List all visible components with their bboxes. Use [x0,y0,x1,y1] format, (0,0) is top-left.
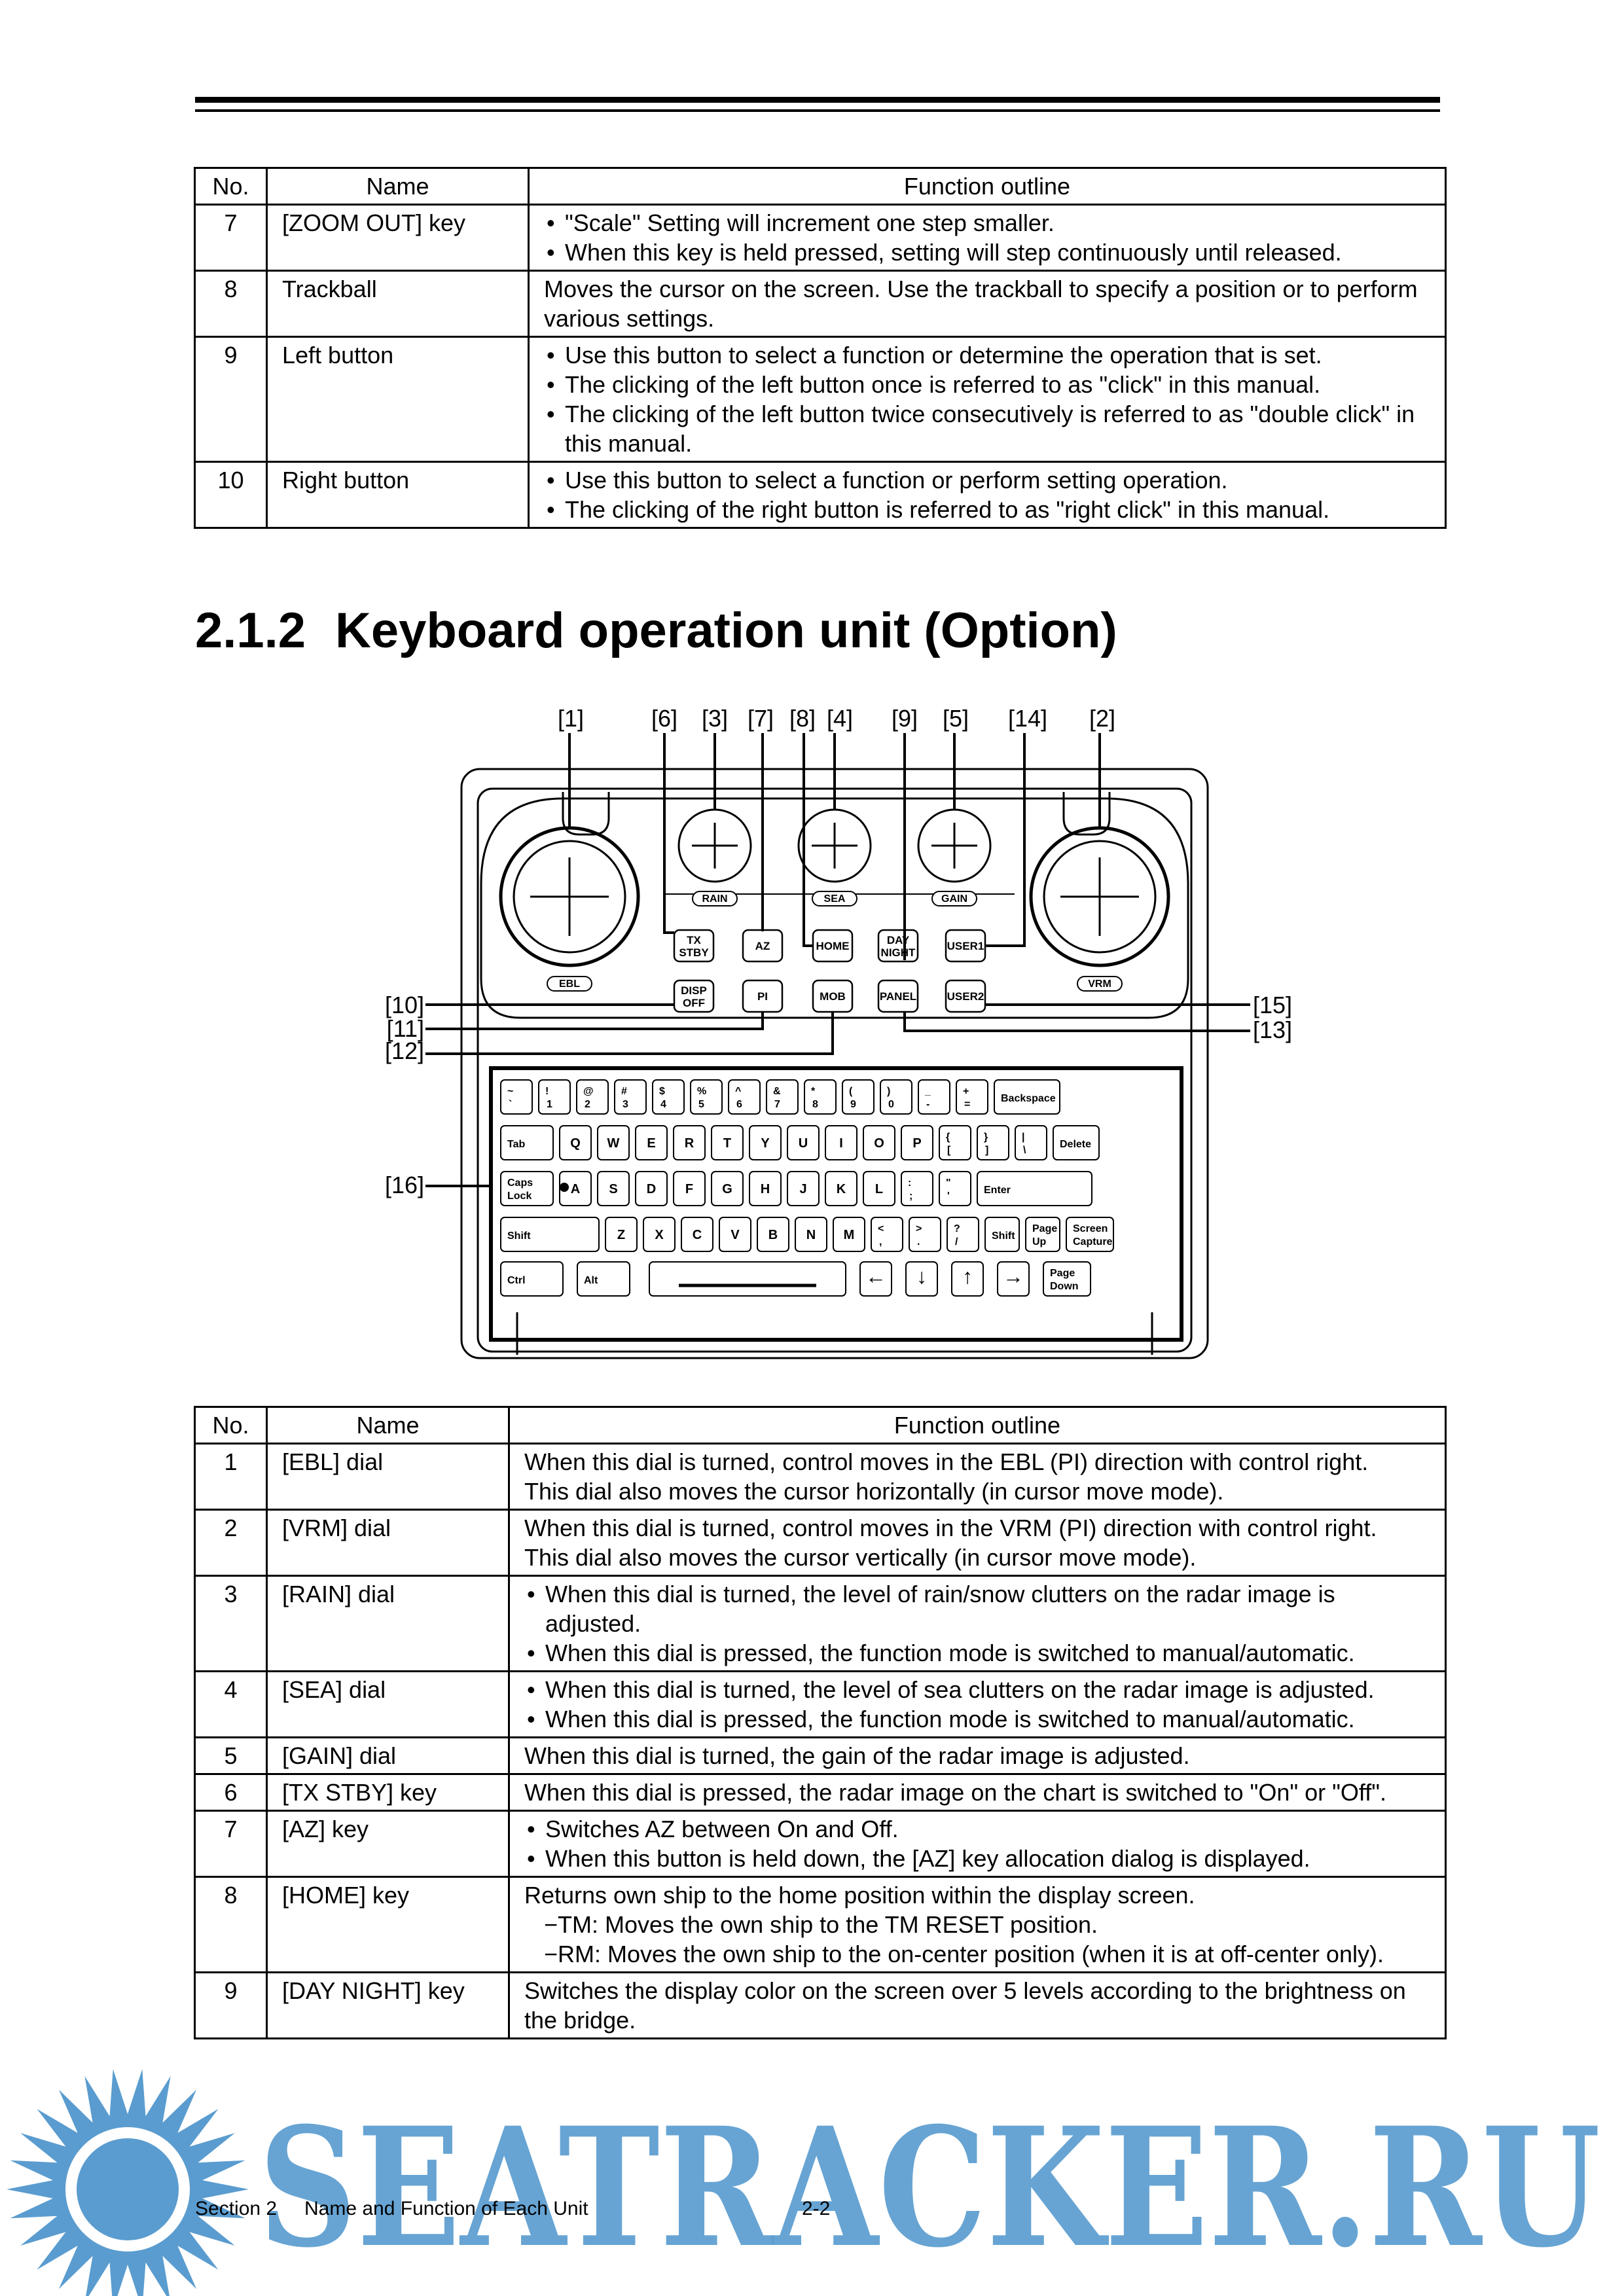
keyboard-key-label: - [926,1099,930,1110]
keyboard-key-label: ) [887,1086,891,1097]
keyboard-key [956,1080,988,1114]
keyboard-key [577,1080,608,1114]
keyboard-key-label: 1 [547,1099,552,1110]
table-row [195,337,1446,462]
table-row [195,1672,1446,1738]
keyboard-key [691,1080,722,1114]
keyboard-key [842,1080,874,1114]
callout-label: [14] [1007,705,1048,732]
dial-label: EBL [559,978,580,990]
sub-line: −RM: Moves the own ship to the on-center position (when it is at off-center only). [544,1941,1384,1967]
table-row [195,1877,1446,1973]
keyboard-key-label: Ctrl [507,1275,526,1286]
row-function [529,462,1446,528]
keyboard-key-label: 8 [812,1099,818,1110]
callout-leader-line [985,733,1024,946]
footer-section: Section 2 [195,2198,278,2219]
callout-label: [3] [701,705,729,732]
row-name: Right button [267,462,529,528]
row-no: 3 [195,1576,267,1672]
callout-label: [5] [942,705,969,732]
sub-line: −TM: Moves the own ship to the TM RESET position. [544,1911,1098,1938]
callout-label: [11] [386,1015,424,1042]
keyboard-key-label: Backspace [1001,1093,1056,1104]
callout-label: [13] [1253,1016,1293,1043]
table-row [195,1973,1446,2039]
callout-leader-line [664,733,674,933]
keyboard-key-label: # [621,1086,627,1097]
row-function [529,205,1446,271]
keyboard-key-label: 9 [850,1099,856,1110]
function-key-label: AZ [755,940,770,952]
keyboard-key-label: B [768,1228,778,1242]
function-key-label: USER2 [947,990,984,1003]
text-line: When this dial is turned, control moves in the VRM (PI) direction with control right. [524,1515,1377,1541]
keyboard-key [871,1217,903,1251]
keyboard-key-label: Alt [584,1275,598,1286]
keyboard-key-label: * [811,1086,816,1097]
function-table-1 [194,167,1447,529]
keyboard-key-label: \ [1023,1145,1026,1156]
keyboard-key-label: Z [617,1228,626,1242]
dial-label: GAIN [941,893,967,905]
keyboard-key-label: , [879,1236,882,1247]
row-function: Switches the display color on the screen over 5 levels according to the brightness on the bridge. [509,1973,1446,2039]
keyboard-key-label: Caps [507,1177,533,1189]
keyboard-key-label: R [684,1136,695,1151]
keyboard-key-label: ' [947,1191,950,1202]
row-function [509,1576,1446,1672]
row-name: [SEA] dial [267,1672,509,1738]
keyboard-key-label: > [916,1223,922,1234]
function-key-label: MOB [820,990,846,1003]
function-key-label: PANEL [879,990,917,1003]
callout-label: [6] [651,705,678,732]
bullet-item: • Use this button to select a function or determine the operation that is set. [544,340,1432,370]
keyboard-key-label: ^ [735,1086,742,1097]
keyboard-key-label: 0 [888,1099,894,1110]
keyboard-key-label: Tab [507,1139,526,1150]
sun-logo-icon [7,2069,249,2296]
row-no: 1 [195,1444,267,1510]
keyboard-key [901,1172,933,1206]
row-name: [HOME] key [267,1877,509,1973]
keyboard-key [947,1217,979,1251]
keyboard-key-label: Y [761,1136,770,1151]
keyboard-key-label: ` [509,1099,513,1110]
row-name: [GAIN] dial [267,1738,509,1774]
keyboard-key-label: Lock [507,1191,532,1202]
function-key-label: DISP [681,984,707,997]
keyboard-key-label: Page [1032,1223,1058,1234]
bullet-item: • Switches AZ between On and Off. [524,1814,1432,1844]
keyboard-key-label: ! [545,1086,549,1097]
sun-disc-icon [77,2138,179,2240]
table-row [195,1444,1446,1510]
keyboard-key-label: ? [954,1223,960,1234]
row-function [509,1444,1446,1510]
keyboard-key-label: G [722,1182,732,1196]
table-row [195,1811,1446,1877]
keyboard-key [909,1217,941,1251]
col-header-name: Name [267,168,529,205]
row-name: Left button [267,337,529,462]
function-key-label: STBY [679,946,709,959]
keyboard-key-label: ( [849,1086,853,1097]
callout-label: [8] [789,705,816,732]
keyboard-key [939,1126,971,1160]
row-no: 5 [195,1738,267,1774]
keyboard-key-label: N [806,1228,816,1242]
col-header-function: Function outline [509,1407,1446,1444]
keyboard-key [615,1080,646,1114]
keyboard-key-label: & [773,1086,781,1097]
text-line: Returns own ship to the home position within the display screen. [524,1882,1195,1909]
bullet-item: • The clicking of the right button is referred to as "right click" in this manual. [544,495,1432,524]
row-no: 8 [195,271,267,337]
keyboard-key [1015,1126,1047,1160]
callout-label: [1] [557,705,585,732]
row-no: 9 [195,337,267,462]
col-header-function: Function outline [529,168,1446,205]
keyboard-key [653,1080,684,1114]
keyboard-key-label: 4 [660,1099,666,1110]
keyboard-key [729,1080,760,1114]
keyboard-key-label: 3 [623,1099,628,1110]
keyboard-key-label: A [570,1182,581,1196]
keyboard-key-label: L [875,1182,884,1196]
keyboard-key-label: P [912,1136,922,1151]
footer-title: Name and Function of Each Unit [304,2198,588,2219]
keyboard-figure [367,700,1309,1381]
keyboard-key-label: ] [985,1145,989,1156]
function-key-label: PI [757,990,768,1003]
keyboard-key-label: Page [1050,1268,1075,1279]
function-key-label: TX [687,934,701,946]
callout-label: [9] [891,705,918,732]
watermark-text: SEATRACKER.RU [259,2091,1600,2284]
header-rule-thin [195,109,1440,112]
callout-label: [4] [826,705,854,732]
keyboard-key-label: Shift [507,1230,531,1242]
keyboard-key-label: < [878,1223,884,1234]
keyboard-key [918,1080,950,1114]
table-row [195,1576,1446,1672]
row-no: 10 [195,462,267,528]
caps-lock-indicator [560,1183,569,1192]
keyboard-key [501,1080,532,1114]
keyboard-key-label: ↓ [916,1265,927,1288]
keyboard-key-label: Up [1032,1236,1047,1247]
row-name: [ZOOM OUT] key [267,205,529,271]
bullet-item: • "Scale" Setting will increment one step smaller. [544,208,1432,238]
dial-label: SEA [823,893,846,905]
keyboard-key-label: D [646,1182,657,1196]
table-row [195,462,1446,528]
dial-label: VRM [1088,978,1111,990]
keyboard-key-label: / [955,1236,958,1247]
col-header-name: Name [267,1407,509,1444]
keyboard-key-label: Q [570,1136,581,1151]
callout-leader-line [425,1012,763,1029]
callout-leader-line [804,733,813,946]
keyboard-key-label: Delete [1060,1139,1092,1150]
footer-page-number: 2-2 [802,2198,831,2219]
keyboard-key-label: ; [909,1191,913,1202]
keyboard-key [539,1080,570,1114]
keyboard-key-label: ← [865,1265,886,1288]
keyboard-key-label: V [731,1228,740,1242]
header-rule-thick [195,97,1440,103]
row-function [509,1811,1446,1877]
keyboard-key-label: X [655,1228,664,1242]
row-function [509,1877,1446,1973]
row-no: 2 [195,1510,267,1576]
text-line: When this dial is turned, control moves in the EBL (PI) direction with control right. [524,1448,1369,1475]
row-function: Moves the cursor on the screen. Use the trackball to specify a position or to perform various settings. [529,271,1446,337]
bullet-item: • The clicking of the left button once is referred to as "click" in this manual. [544,370,1432,399]
keyboard-key-label: ~ [507,1086,514,1097]
keyboard-key-label: Enter [984,1185,1011,1196]
bullet-item: • When this key is held pressed, setting will step continuously until released. [544,238,1432,267]
table-row [195,1738,1446,1774]
keyboard-key-label: { [946,1132,950,1143]
function-table-2 [194,1406,1447,2039]
keyboard-key-label: W [607,1136,620,1151]
keyboard-key-label: Down [1050,1281,1079,1292]
table-row [195,1510,1446,1576]
function-key-label: OFF [683,997,705,1009]
keyboard-key-label: | [1022,1132,1025,1143]
row-name: [DAY NIGHT] key [267,1973,509,2039]
keyboard-key [649,1262,846,1296]
keyboard-key-label: 6 [736,1099,742,1110]
text-line: This dial also moves the cursor horizontally (in cursor move mode). [524,1478,1224,1505]
row-no: 6 [195,1774,267,1811]
text-line: This dial also moves the cursor vertically (in cursor move mode). [524,1544,1197,1571]
function-key-label: NIGHT [880,946,916,959]
keyboard-key-label: = [964,1099,971,1110]
row-no: 7 [195,1811,267,1877]
section-title: Keyboard operation unit (Option) [335,603,1117,658]
row-function: When this dial is turned, the gain of the radar image is adjusted. [509,1738,1446,1774]
callout-label: [15] [1253,992,1293,1018]
keyboard-key [804,1080,836,1114]
row-no: 9 [195,1973,267,2039]
keyboard-key-label: ↑ [962,1265,973,1288]
row-name: Trackball [267,271,529,337]
keyboard-key-label: H [760,1182,770,1196]
section-heading [195,602,1117,659]
col-header-no: No. [195,1407,267,1444]
keyboard-key [767,1080,798,1114]
bullet-item: • The clicking of the left button twice consecutively is referred to as "double click" in this manual. [544,399,1432,458]
keyboard-key-label: T [723,1136,732,1151]
callout-label: [10] [384,992,424,1018]
function-key-label: USER1 [947,940,984,952]
bullet-item: • When this dial is turned, the level of rain/snow clutters on the radar image is adjusted. [524,1579,1432,1638]
bullet-item: • When this dial is pressed, the function mode is switched to manual/automatic. [524,1704,1432,1734]
col-header-no: No. [195,168,267,205]
keyboard-key-label: [ [947,1145,951,1156]
keyboard-key-label: % [697,1086,707,1097]
row-function [509,1510,1446,1576]
keyboard-key-label: Screen [1073,1223,1108,1234]
bullet-item: • When this dial is pressed, the function mode is switched to manual/automatic. [524,1638,1432,1668]
function-key-label: DAY [886,934,910,946]
keyboard-key-label: → [1003,1265,1024,1288]
keyboard-key-label: M [843,1228,855,1242]
keyboard-key-label: + [963,1086,969,1097]
section-number: 2.1.2 [195,603,306,658]
keyboard-key [977,1126,1009,1160]
callout-leader-line [905,1012,1250,1031]
bullet-item: • When this button is held down, the [AZ] key allocation dialog is displayed. [524,1844,1432,1873]
keyboard-key-label: J [799,1182,807,1196]
row-name: [RAIN] dial [267,1576,509,1672]
row-name: [AZ] key [267,1811,509,1877]
table-row [195,1774,1446,1811]
keyboard-key-label: 5 [698,1099,704,1110]
callout-label: [16] [384,1172,424,1198]
keyboard-key-label: $ [659,1086,665,1097]
row-no: 8 [195,1877,267,1973]
keyboard-key-label: : [908,1177,912,1189]
keyboard-key-label: C [692,1228,702,1242]
row-name: [VRM] dial [267,1510,509,1576]
dial-label: RAIN [702,893,728,905]
keyboard-key-label: 2 [585,1099,590,1110]
row-function [529,337,1446,462]
row-function [509,1672,1446,1738]
keyboard-key-label: } [984,1132,988,1143]
keyboard-key-label: Shift [992,1230,1015,1242]
watermark [0,2049,1624,2296]
bullet-item: • When this dial is turned, the level of sea clutters on the radar image is adjusted. [524,1675,1432,1704]
keyboard-key-label: F [685,1182,694,1196]
row-function: When this dial is pressed, the radar image on the chart is switched to "On" or "Off". [509,1774,1446,1811]
keyboard-key [880,1080,912,1114]
callout-label: [12] [384,1037,424,1064]
keyboard-key-label: O [874,1136,884,1151]
table-row [195,205,1446,271]
keyboard-key-label: " [946,1177,951,1189]
keyboard-key-label: Capture [1073,1236,1113,1247]
table-row [195,271,1446,337]
keyboard-key-label: S [609,1182,618,1196]
callout-label: [2] [1089,705,1116,732]
row-name: [TX STBY] key [267,1774,509,1811]
keyboard-key-label: U [798,1136,808,1151]
keyboard-key [939,1172,971,1206]
callout-label: [7] [747,705,774,732]
row-name: [EBL] dial [267,1444,509,1510]
bullet-item: • Use this button to select a function or perform setting operation. [544,465,1432,495]
keyboard-key-label: . [917,1236,920,1247]
keyboard-key-label: _ [925,1086,931,1097]
keyboard-key-label: E [647,1136,656,1151]
keyboard-key-label: @ [583,1086,594,1097]
function-key-label: HOME [816,940,850,952]
keyboard-key-label: K [836,1182,846,1196]
row-no: 4 [195,1672,267,1738]
row-no: 7 [195,205,267,271]
keyboard-key-label: 7 [774,1099,780,1110]
keyboard-key-label: I [839,1136,843,1151]
